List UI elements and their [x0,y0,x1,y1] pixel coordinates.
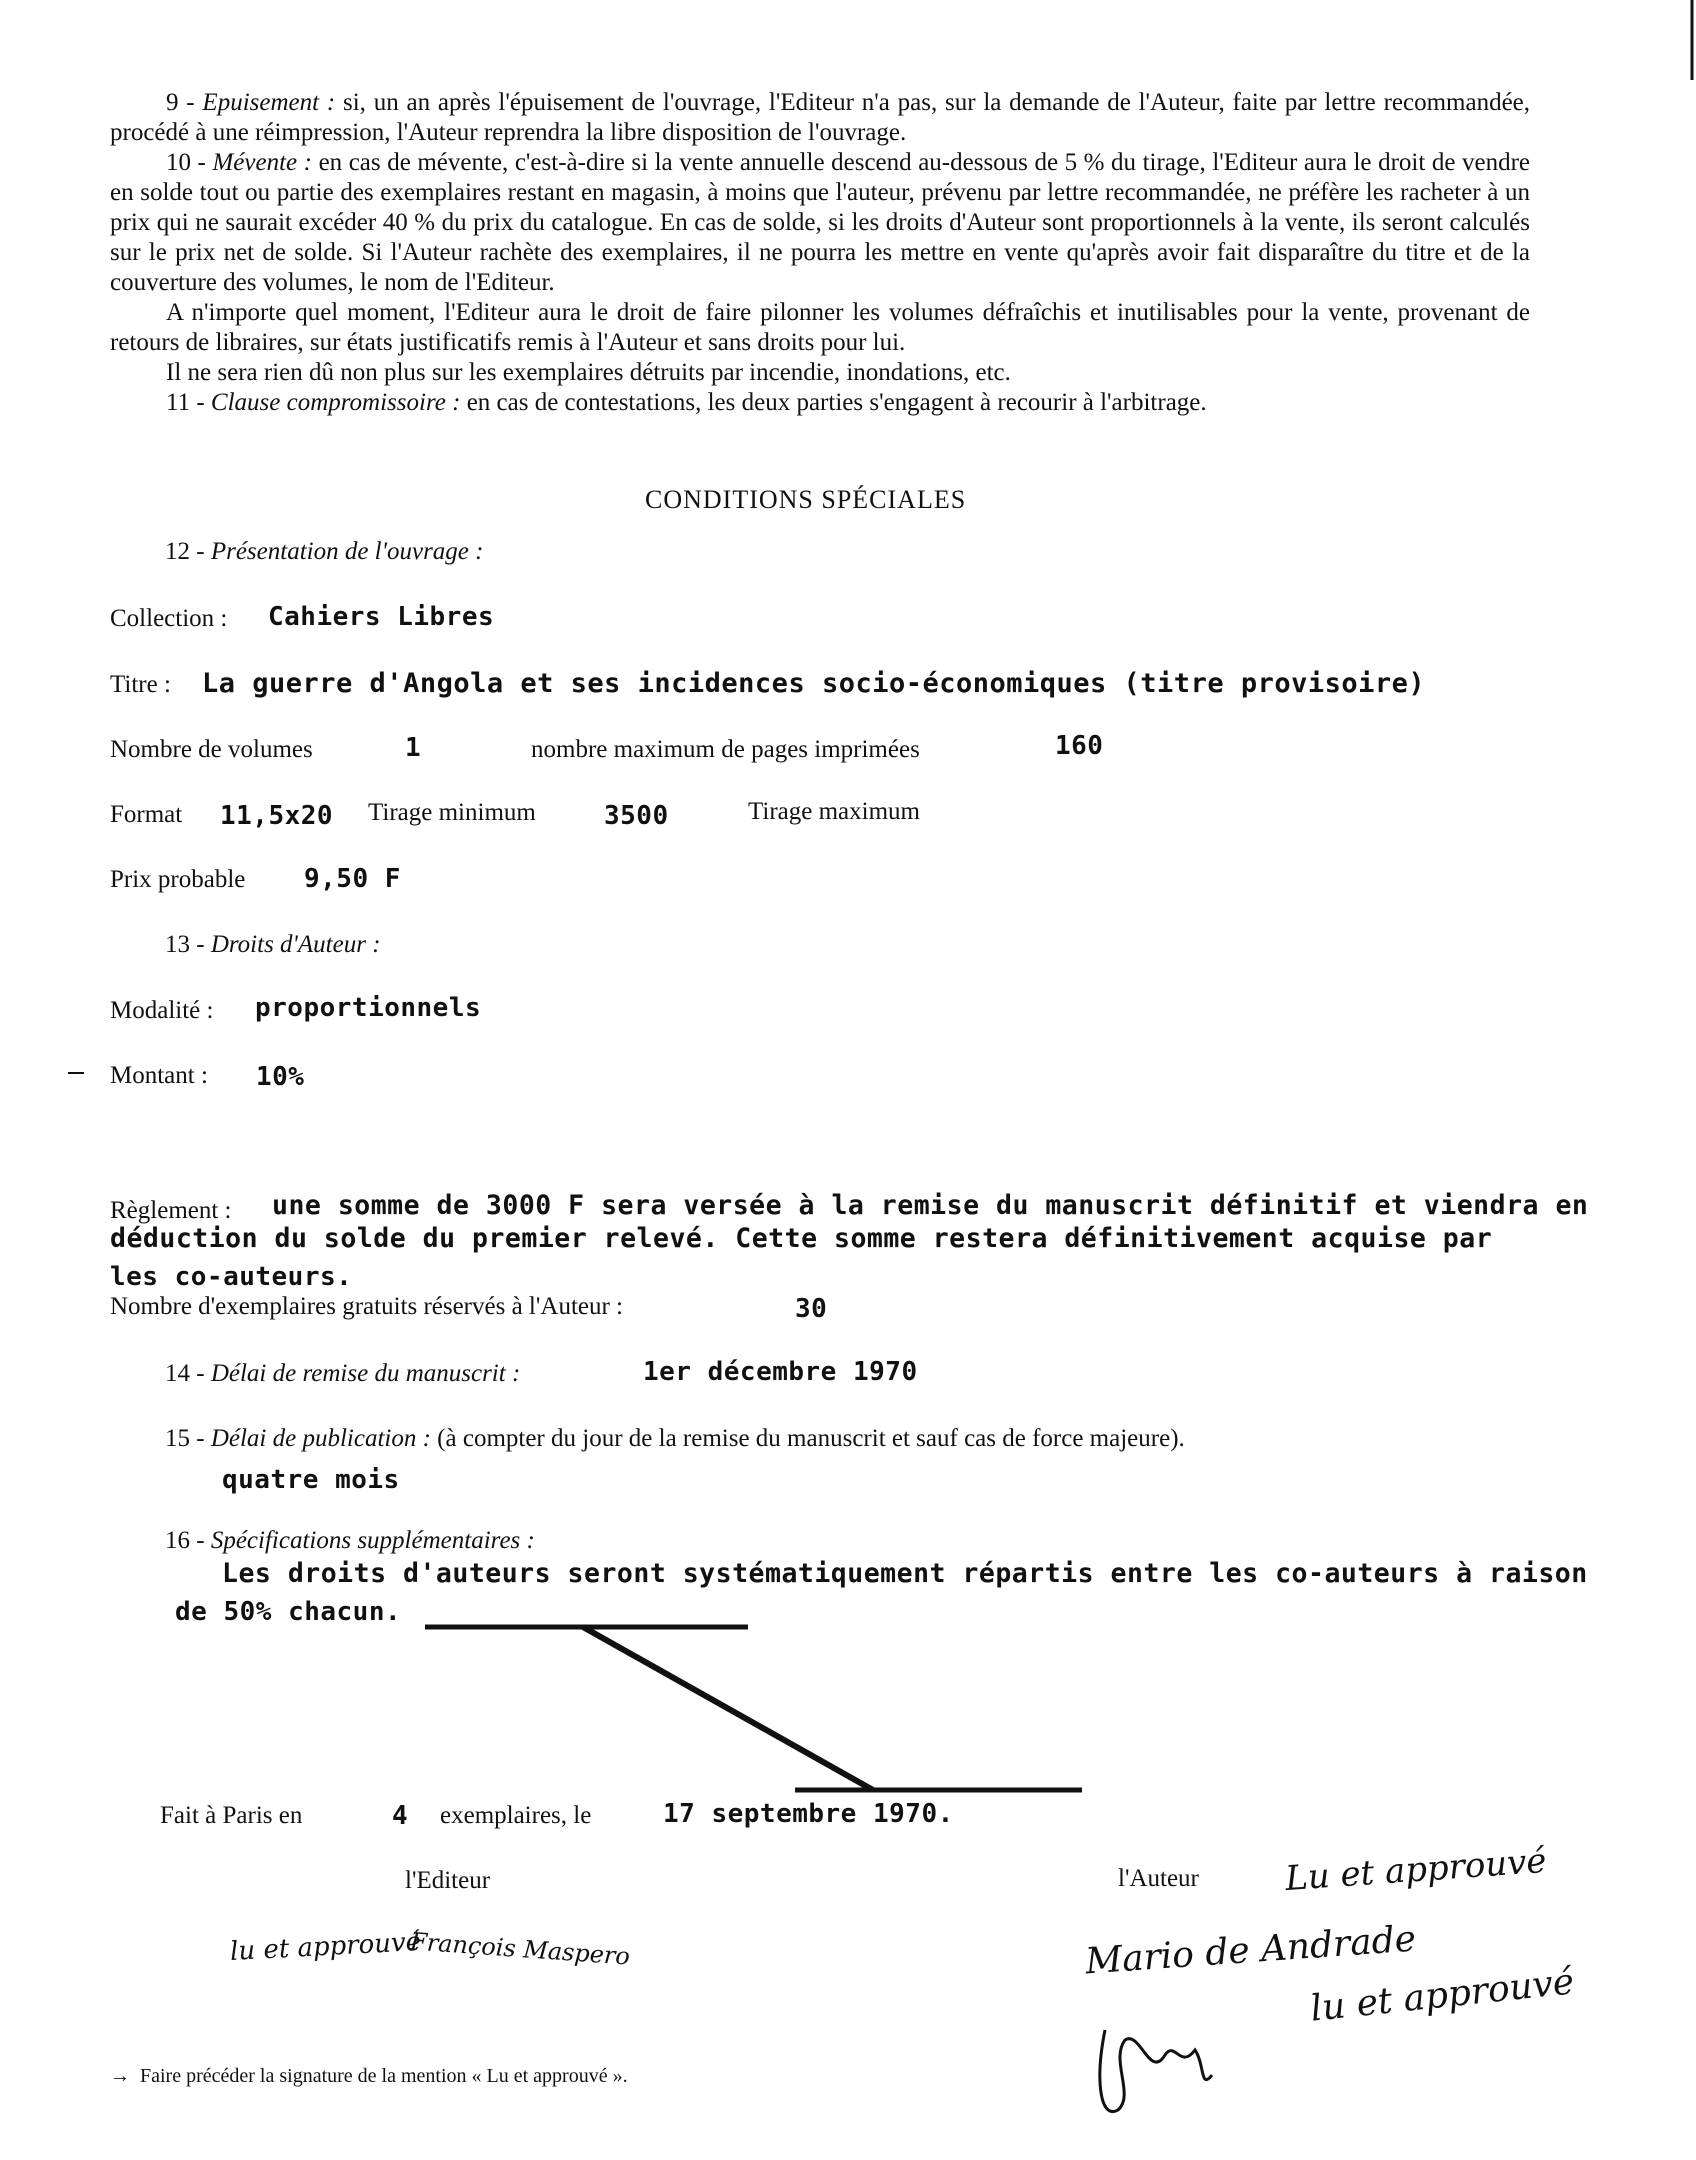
clause-10-text: en cas de mévente, c'est-à-dire si la vente annuelle descend au-dessous de 5 % du tirage, l'Editeur aura le droit de vendre en solde tout ou partie des exemplaires restant en magasin, à moins que l'auteur, prévenu par lettre recommandée, ne préfère les racheter à un prix qui ne saurait excéder 40 % du prix du catalogue. En cas de solde, si les droits d'Auteur sont proportionnels à la vente, ils seront calculés sur le prix net de solde. Si l'Auteur rachète des exemplaires, il ne pourra les mettre en vente qu'après avoir fait disparaître du titre et de la couverture des volumes, le nom de l'Editeur. [110,149,1531,296]
clause-10-paragraph-2: A n'importe quel moment, l'Editeur aura le droit de faire pilonner les volumes défraîchis et inutilisables pour la vente, provenant de retours de libraires, sur états justificatifs remis à l'Auteur et sans droits pour lui. [110,299,1530,356]
payment-label: Règlement : [110,1197,232,1224]
clause-15-number: 15 - [165,1425,205,1452]
format-value: 11,5x20 [220,801,334,831]
free-copies-value: 30 [795,1294,828,1324]
free-copies-label: Nombre d'exemplaires gratuits réservés à l'Auteur : [110,1293,624,1320]
clause-10-number: 10 - [166,149,206,176]
author-signature-name: Mario de Andrade [1083,1918,1418,1983]
amount-value: 10% [256,1062,305,1092]
clause-15-text: (à compter du jour de la remise du manuscrit et sauf cas de force majeure). [437,1425,1185,1452]
format-label: Format [110,801,183,828]
strike-diagonal [583,1627,873,1790]
clause-11-text: en cas de contestations, les deux parties s'engagent à recourir à l'arbitrage. [466,389,1207,416]
publisher-label: l'Editeur [405,1867,491,1894]
clause-13-number: 13 - [165,931,205,958]
clause-11-number: 11 - [166,389,205,416]
amount-label: Montant : [110,1062,208,1089]
supplementary-line-1: Les droits d'auteurs seront systématiquement répartis entre les co-auteurs à raison [222,1558,1588,1589]
clause-12-number: 12 - [165,538,205,565]
title-label: Titre : [110,671,171,698]
max-pages-value: 160 [1055,731,1104,761]
clause-9-title: Epuisement : [202,89,336,116]
special-conditions-heading: CONDITIONS SPÉCIALES [645,485,967,514]
max-pages-label: nombre maximum de pages imprimées [531,736,920,763]
author-handwritten-mention-2: lu et approuvé [1308,1961,1577,2030]
clause-10-paragraph-3: Il ne sera rien dû non plus sur les exemplaires détruits par incendie, inondations, etc. [166,359,1011,386]
copies-count: 4 [392,1801,409,1831]
clause-14-title: Délai de remise du manuscrit : [210,1360,521,1387]
author-handwritten-mention-1: Lu et approuvé [1283,1840,1548,1900]
print-run-max-label: Tirage maximum [748,798,920,825]
clause-9-number: 9 - [166,89,195,116]
print-run-min-label: Tirage minimum [368,799,536,826]
title-value: La guerre d'Angola et ses incidences socio-économiques (titre provisoire) [202,668,1426,699]
clause-9-text: si, un an après l'épuisement de l'ouvrage, l'Editeur n'a pas, sur la demande de l'Auteur, faite par lettre recommandée, procédé à une réimpression, l'Auteur reprendra la libre disposition de l'ouvrage. [110,89,1531,146]
supplementary-line-2: de 50% chacun. [175,1597,402,1627]
clause-16-title: Spécifications supplémentaires : [210,1527,535,1554]
clause-13-title: Droits d'Auteur : [210,931,381,958]
copies-label: exemplaires, le [440,1802,592,1829]
publisher-signature: François Maspero [409,1927,631,1971]
modality-label: Modalité : [110,997,214,1024]
price-value: 9,50 F [304,864,401,894]
manuscript-deadline-value: 1er décembre 1970 [643,1357,918,1387]
payment-line-1: une somme de 3000 F sera versée à la remise du manuscrit définitif et viendra en [272,1190,1589,1221]
price-label: Prix probable [110,866,246,893]
publisher-handwritten-mention: lu et approuvé [229,1927,422,1967]
author-signature-scribble [1100,2030,1212,2112]
collection-label: Collection : [110,605,228,632]
volumes-value: 1 [405,733,422,763]
place-label: Fait à Paris en [160,1802,303,1829]
footnote-arrow-icon: → [110,2065,130,2087]
volumes-label: Nombre de volumes [110,736,313,763]
payment-line-2: déduction du solde du premier relevé. Cette somme restera définitivement acquise par [110,1223,1493,1254]
clause-14-number: 14 - [165,1360,205,1387]
clause-16-number: 16 - [165,1527,205,1554]
signature-date: 17 septembre 1970. [663,1799,954,1829]
footnote-text: Faire précéder la signature de la mention « Lu et approuvé ». [140,2065,628,2087]
collection-value: Cahiers Libres [268,602,495,632]
clause-12-title: Présentation de l'ouvrage : [210,538,484,565]
modality-value: proportionnels [255,993,482,1023]
publication-delay-value: quatre mois [222,1465,400,1495]
clause-11-title: Clause compromissoire : [210,389,461,416]
print-run-min-value: 3500 [604,801,669,831]
author-label: l'Auteur [1118,1865,1199,1892]
payment-line-3: les co-auteurs. [110,1262,353,1292]
clause-15-title: Délai de publication : [210,1425,431,1452]
clause-10-title: Mévente : [212,149,312,176]
